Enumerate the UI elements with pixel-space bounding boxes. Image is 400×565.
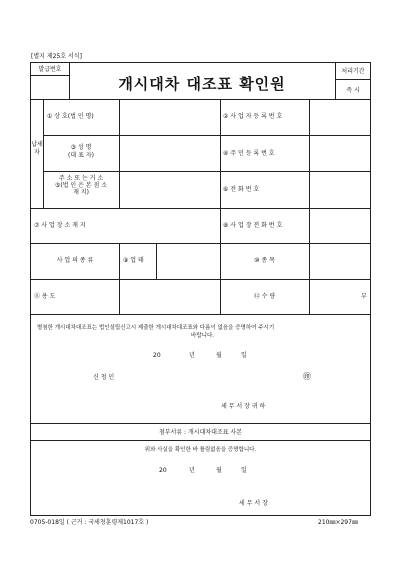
representative-label: ③ 성 명 [70,144,92,151]
company-name-label: ① 상 호(법 인 명) [47,113,94,120]
form-title: 개시대차 대조표 확인원 [118,75,286,93]
issuer-label: 세 무 서 장 [239,500,268,507]
purpose-label: ⑪ 용 도 [34,293,56,300]
request-addressee: 세 무 서 장 귀 하 [221,403,266,410]
request-year: 년 [189,352,195,359]
paper-size: 210㎜×297㎜ [318,519,358,526]
request-statement-line2: 바랍니다. [191,333,215,339]
request-statement-line1: 별첨한 개시대차대조표는 법인설립신고시 제출한 개시대차대조표와 다름이 없음을 증명하여 주시기 [37,325,275,331]
business-registration-label: ② 사 업 자 등 록 번 호 [223,113,283,120]
confirmation-year: 년 [189,467,195,474]
seal-mark: ㊞ [303,372,311,381]
confirmation-form [30,62,371,516]
confirmation-year-prefix: 20 [159,467,167,474]
receipt-number-label: 발급번호 [38,66,62,73]
taxpayer-section-label: 납세자 [31,141,43,156]
confirmation-month: 월 [216,467,222,474]
quantity-unit: 부 [361,293,367,300]
request-day: 일 [241,352,247,359]
applicant-signature-label: 신 청 인 [93,374,115,381]
business-location-label: ⑦ 사 업 장 소 재 지 [34,222,86,229]
business-type-label: 사 업 의 종 류 [56,257,94,264]
address-label-line3: 재 지) [73,189,89,196]
form-code: 0705-018일 ( 근거 : 국세청훈령제1017호 ) [30,519,149,526]
business-item-label: ⑩ 종 목 [254,257,275,264]
address-label-line1: 주 소 또 는 거 소 [58,175,104,182]
confirmation-day: 일 [241,467,247,474]
quantity-label: ⑫ 수 량 [253,293,276,300]
request-year-prefix: 20 [153,352,161,359]
form-number-label: [별지 제25호 서식] [31,53,82,60]
confirmation-statement: 위와 사실을 확인한 바 틀림없음을 증명합니다. [144,447,257,453]
address-label-line2: ⑤(법 인 은 본 점 소 [54,182,108,189]
business-category-label: ⑨ 업 태 [123,257,144,264]
representative-sub-label: (대 표 자) [68,152,94,159]
resident-number-label: ④ 주 민 등 록 번 호 [223,150,275,157]
request-month: 월 [216,352,222,359]
processing-period-label: 처리기간 [341,68,365,75]
processing-period-value: 즉 시 [346,87,360,94]
attachment-note: 첨부서류 : 개시대차대조표 사본 [158,429,243,436]
phone-label: ⑥ 전 화 번 호 [223,186,260,193]
business-phone-label: ⑧ 사 업 장 전 화 번 호 [223,222,283,229]
